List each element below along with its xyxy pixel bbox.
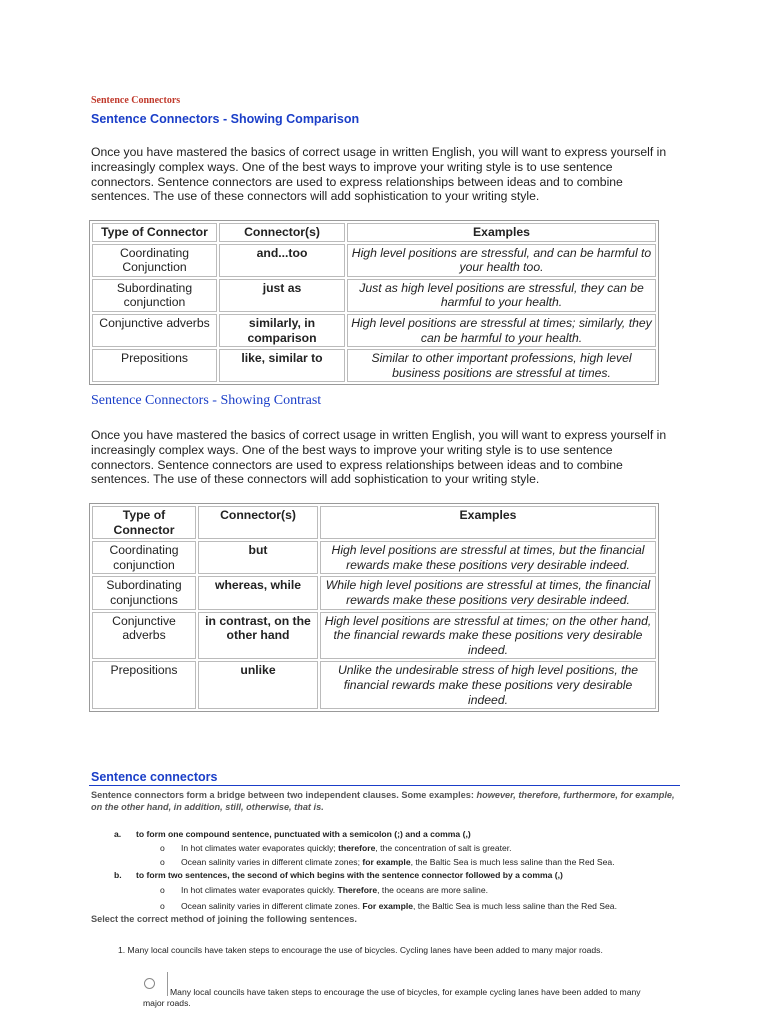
- cell-example: High level positions are stressful at times; similarly, they can be harmful to your health.: [347, 314, 656, 347]
- cell-connector: unlike: [198, 661, 318, 709]
- comparison-table: [89, 220, 659, 385]
- table-row: [92, 244, 656, 277]
- example-line: Ocean salinity varies in different climate zones. For example, the Baltic Sea is much less saline than the Red Sea.: [181, 901, 617, 911]
- table-header-row: [92, 506, 656, 539]
- instruction-text: Select the correct method of joining the following sentences.: [91, 914, 357, 924]
- cell-connector: like, similar to: [219, 349, 345, 382]
- cell-connector: whereas, while: [198, 576, 318, 609]
- table-row: [92, 661, 656, 709]
- comparison-paragraph: Once you have mastered the basics of correct usage in written English, you will want to express yourself in increasingly complex ways. One of the best ways to improve your writing style is to use sentence connectors. Sentence connectors are used to express relationships between ideas and to combine sentences. The use of these connectors will add sophistication to your writing style.: [91, 145, 667, 204]
- rule-b-text: to form two sentences, the second of which begins with the sentence connector followed by a comma (,): [136, 870, 563, 880]
- cell-example: High level positions are stressful at times; on the other hand, the financial rewards make these positions very desirable indeed.: [320, 612, 656, 660]
- top-label: Sentence Connectors: [91, 95, 181, 106]
- rule-a-text: to form one compound sentence, punctuated with a semicolon (;) and a comma (,): [136, 829, 471, 839]
- table-row: [92, 541, 656, 574]
- bullet-marker: o: [160, 901, 165, 911]
- table-header-row: [92, 223, 656, 242]
- rule-a-marker: a.: [114, 829, 122, 839]
- cell-example: High level positions are stressful at times, but the financial rewards make these positions very desirable indeed.: [320, 541, 656, 574]
- intro-text: Sentence connectors form a bridge between two independent clauses. Some examples:: [91, 790, 477, 800]
- header-connector: Connector(s): [198, 506, 318, 539]
- cell-type: Conjunctive adverbs: [92, 314, 217, 347]
- cell-type: Prepositions: [92, 349, 217, 382]
- cell-example: While high level positions are stressful at times, the financial rewards make these positions very desirable indeed.: [320, 576, 656, 609]
- example-line: Ocean salinity varies in different climate zones; for example, the Baltic Sea is much less saline than the Red Sea.: [181, 857, 615, 867]
- question-1: 1. Many local councils have taken steps to encourage the use of bicycles. Cycling lanes have been added to many major roads.: [118, 945, 603, 955]
- cell-example: High level positions are stressful, and can be harmful to your health too.: [347, 244, 656, 277]
- header-connector: Connector(s): [219, 223, 345, 242]
- intro-examples: however, therefore, furthermore, for example, on the other hand, in addition, still, otherwise, that is.: [91, 790, 675, 812]
- header-type: Type of Connector: [92, 223, 217, 242]
- header-type: Type of Connector: [92, 506, 196, 539]
- option-1-text[interactable]: Many local councils have taken steps to encourage the use of bicycles, for example cycling lanes have been added to many major roads.: [143, 987, 641, 1008]
- contrast-table: [89, 503, 659, 712]
- header-examples: Examples: [347, 223, 656, 242]
- cell-connector: but: [198, 541, 318, 574]
- table-row: [92, 349, 656, 382]
- cell-type: Conjunctive adverbs: [92, 612, 196, 660]
- example-line: In hot climates water evaporates quickly; therefore, the concentration of salt is greater.: [181, 843, 512, 853]
- table-row: [92, 576, 656, 609]
- comparison-title: Sentence Connectors - Showing Comparison: [91, 112, 360, 126]
- bullet-marker: o: [160, 885, 165, 895]
- cell-type: Subordinating conjunction: [92, 279, 217, 312]
- table-row: [92, 612, 656, 660]
- bullet-marker: o: [160, 857, 165, 867]
- connectors-intro: [91, 789, 681, 813]
- contrast-title: Sentence Connectors - Showing Contrast: [91, 393, 322, 408]
- cell-example: Unlike the undesirable stress of high level positions, the financial rewards make these positions very desirable indeed.: [320, 661, 656, 709]
- bullet-marker: o: [160, 843, 165, 853]
- table-row: [92, 279, 656, 312]
- rule-b-marker: b.: [114, 870, 122, 880]
- cell-example: Just as high level positions are stressful, they can be harmful to your health.: [347, 279, 656, 312]
- cell-connector: and...too: [219, 244, 345, 277]
- title-divider: [89, 785, 680, 786]
- cell-connector: in contrast, on the other hand: [198, 612, 318, 660]
- cell-type: Coordinating Conjunction: [92, 244, 217, 277]
- cell-type: Coordinating conjunction: [92, 541, 196, 574]
- cell-type: Prepositions: [92, 661, 196, 709]
- contrast-paragraph: Once you have mastered the basics of correct usage in written English, you will want to express yourself in increasingly complex ways. One of the best ways to improve your writing style is to use sentence connectors. Sentence connectors are used to express relationships between ideas and to combine sentences. The use of these connectors will add sophistication to your writing style.: [91, 428, 667, 487]
- table-row: [92, 314, 656, 347]
- connectors-title: Sentence connectors: [91, 770, 218, 784]
- example-line: In hot climates water evaporates quickly. Therefore, the oceans are more saline.: [181, 885, 488, 895]
- cell-type: Subordinating conjunctions: [92, 576, 196, 609]
- cell-connector: similarly, in comparison: [219, 314, 345, 347]
- cell-connector: just as: [219, 279, 345, 312]
- header-examples: Examples: [320, 506, 656, 539]
- cell-example: Similar to other important professions, high level business positions are stressful at times.: [347, 349, 656, 382]
